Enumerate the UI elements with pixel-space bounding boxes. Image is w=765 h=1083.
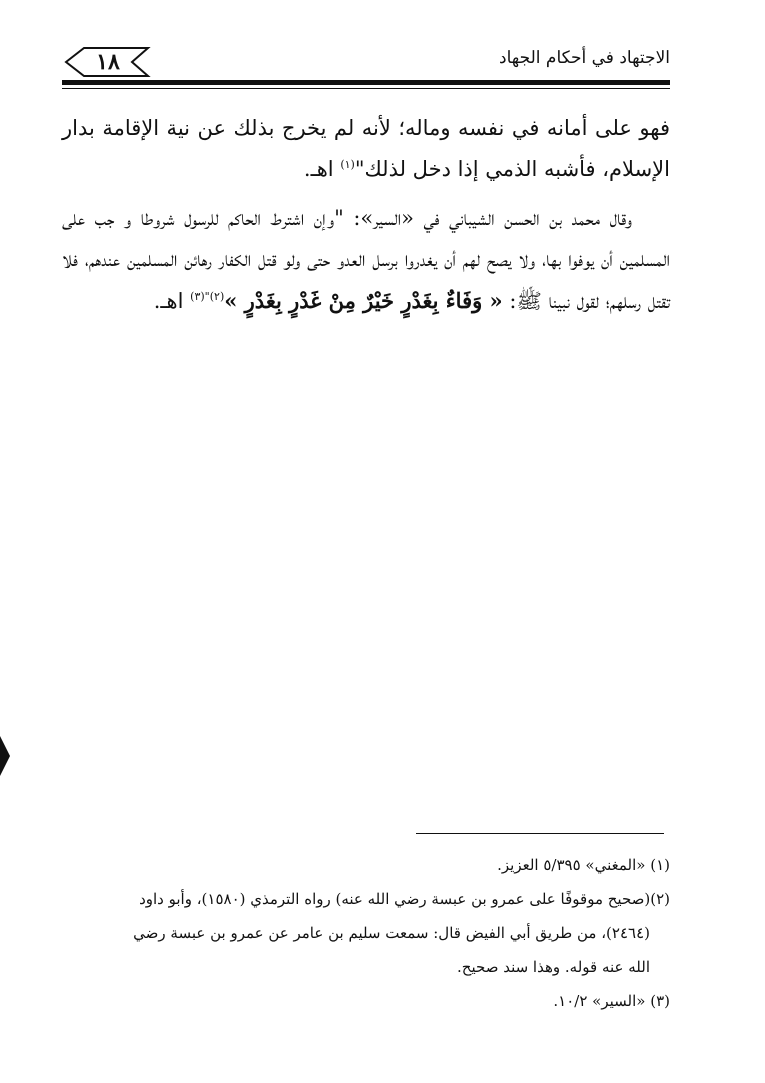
footnote-separator: [416, 833, 664, 834]
footnote-2-line-3: الله عنه قوله. وهذا سند صحيح.: [457, 958, 650, 976]
footnote-1: (١) «المغني» ٥/٣٩٥ العزيز.: [497, 856, 670, 874]
hadith-quote: « وَفَاءٌ بِغَدْرٍ خَيْرٌ مِنْ غَدْرٍ بِغَدْرٍ »: [224, 288, 503, 313]
footnote-3: (٣) «السير» ١٠/٢.: [553, 992, 670, 1010]
paragraph-2-text: وقال محمد بن الحسن الشيباني في «السير»: "وإن اشترط الحاكم للرسول شروطا و جب على المسلمين أن يوفوا بها، ولا يصح لهم أن يغدروا برسل العدو حتى ولو قتل الكفار رهائن المسلمين عندهم، فلا تقتل رسلهم؛ لقول نبينا ﷺ:: [62, 206, 670, 313]
paragraph-1-line-1: فهو على أمانه في نفسه وماله؛ لأنه لم يخرج بذلك عن نية الإقامة بدار: [62, 116, 670, 140]
paragraph-2-end: اهـ.: [153, 289, 191, 313]
paragraph-1-line-2: الإسلام، فأشبه الذمي إذا دخل لذلك": [354, 157, 670, 181]
header-rule-thick: [62, 80, 670, 85]
main-text: [62, 108, 670, 322]
footnote-ref-1: (١): [340, 158, 355, 171]
page-edge-marker: [0, 736, 10, 776]
paragraph-2: [62, 198, 670, 322]
paragraph-1: [62, 108, 670, 190]
footnotes: [62, 848, 670, 1018]
footnote-2-line-1: (٢)(صحيح موقوفًا على عمرو بن عبسة رضي الله عنه) رواه الترمذي (١٥٨٠)، وأبو داود: [139, 890, 670, 908]
paragraph-1-end: اهـ.: [303, 157, 341, 181]
footnote-refs-2-3: (٢)"(٣): [190, 290, 225, 303]
header-rule-thin: [62, 88, 670, 89]
page-number-badge: [62, 44, 154, 80]
page-number: ١٨: [96, 49, 120, 75]
running-title: الاجتهاد في أحكام الجهاد: [499, 48, 670, 68]
footnote-2-line-2: (٢٤٦٤)، من طريق أبي الفيض قال: سمعت سليم بن عامر عن عمرو بن عبسة رضي: [133, 924, 650, 942]
